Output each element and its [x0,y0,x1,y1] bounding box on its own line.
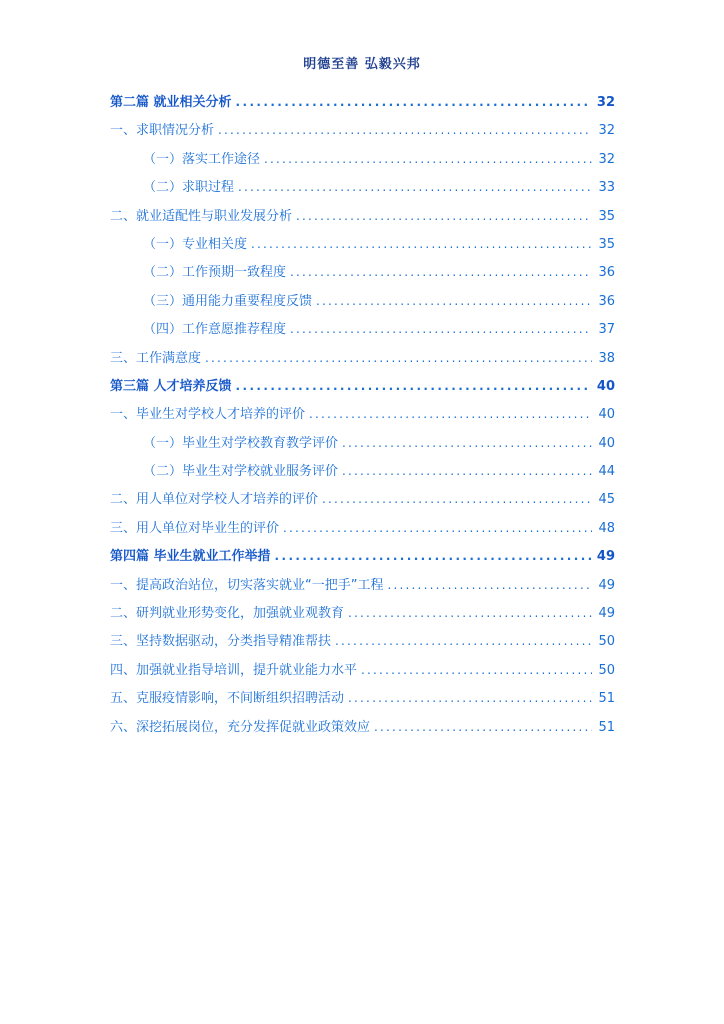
toc-entry-title: 一、毕业生对学校人才培养的评价 [110,407,306,423]
toc-entry-title: 第四篇 毕业生就业工作举措 [110,549,271,565]
toc-page-number: 36 [598,293,615,309]
toc-dot-leader [322,485,592,513]
toc-page-number: 50 [598,634,615,650]
toc-chapter-entry[interactable] [110,485,615,513]
toc-entry-title: （四）工作意愿推荐程度 [143,322,287,338]
toc-section-entry[interactable] [110,258,615,286]
toc-entry-title: 五、克服疫情影响，不间断组织招聘活动 [110,691,345,707]
toc-entry-title: 二、研判就业形势变化，加强就业观教育 [110,606,345,622]
toc-page-number: 32 [596,95,615,110]
toc-part-entry[interactable] [110,372,615,400]
toc-section-entry[interactable] [110,287,615,315]
toc-dot-leader [238,173,592,201]
toc-page-number: 51 [598,719,615,735]
toc-page-number: 37 [598,322,615,338]
toc-page-number: 36 [598,265,615,281]
toc-dot-leader [283,514,592,542]
toc-page-number: 40 [598,435,615,451]
toc-entry-title: （三）通用能力重要程度反馈 [143,293,313,309]
toc-entry-title: 三、工作满意度 [110,350,202,366]
toc-section-entry[interactable] [110,457,615,485]
toc-page-number: 44 [598,464,615,480]
toc-entry-title: 第三篇 人才培养反馈 [110,378,232,394]
toc-dot-leader [236,372,591,400]
toc-dot-leader [205,344,592,372]
page-header-motto: 明德至善 弘毅兴邦 [303,57,421,72]
toc-dot-leader [342,457,592,485]
toc-dot-leader [218,116,592,144]
toc-entry-title: 二、用人单位对学校人才培养的评价 [110,492,319,508]
toc-page-number: 49 [596,549,615,565]
toc-chapter-entry[interactable] [110,116,615,144]
toc-entry-title: 四、加强就业指导培训，提升就业能力水平 [110,662,358,678]
toc-entry-title: （二）求职过程 [143,180,235,196]
toc-chapter-entry[interactable] [110,400,615,428]
toc-chapter-entry[interactable] [110,713,615,741]
toc-entry-title: （一）毕业生对学校教育教学评价 [143,435,339,451]
toc-page-number: 51 [598,691,615,707]
toc-page-number: 38 [598,350,615,366]
toc-page-number: 48 [598,520,615,536]
toc-page-number: 49 [598,577,615,593]
toc-page-number: 35 [598,236,615,252]
toc-entry-title: 二、就业适配性与职业发展分析 [110,208,293,224]
toc-entry-title: 一、提高政治站位，切实落实就业“一把手”工程 [110,577,384,593]
toc-section-entry[interactable] [110,429,615,457]
toc-dot-leader [264,145,592,173]
toc-chapter-entry[interactable] [110,571,615,599]
toc-section-entry[interactable] [110,315,615,343]
toc-part-entry[interactable] [110,88,615,116]
toc-dot-leader [374,713,592,741]
toc-dot-leader [316,287,592,315]
toc-dot-leader [290,258,592,286]
toc-chapter-entry[interactable] [110,656,615,684]
toc-page-number: 45 [598,492,615,508]
toc-dot-leader [290,315,592,343]
toc-dot-leader [236,88,591,116]
toc-entry-title: 六、深挖拓展岗位，充分发挥促就业政策效应 [110,719,371,735]
toc-dot-leader [348,684,592,712]
toc-entry-title: 一、求职情况分析 [110,123,215,139]
toc-section-entry[interactable] [110,145,615,173]
toc-dot-leader [275,542,591,570]
toc-page-number: 49 [598,606,615,622]
toc-section-entry[interactable] [110,230,615,258]
toc-entry-title: （一）专业相关度 [143,236,248,252]
toc-entry-title: 三、用人单位对毕业生的评价 [110,520,280,536]
toc-entry-title: （一）落实工作途径 [143,151,261,167]
toc-dot-leader [342,429,592,457]
toc-entry-title: 第二篇 就业相关分析 [110,95,232,110]
toc-entry-title: 三、坚持数据驱动，分类指导精准帮扶 [110,634,332,650]
toc-chapter-entry[interactable] [110,344,615,372]
toc-chapter-entry[interactable] [110,684,615,712]
toc-dot-leader [348,599,592,627]
toc-chapter-entry[interactable] [110,627,615,655]
toc-dot-leader [335,627,592,655]
toc-chapter-entry[interactable] [110,202,615,230]
toc-chapter-entry[interactable] [110,514,615,542]
toc-chapter-entry[interactable] [110,599,615,627]
toc-dot-leader [251,230,592,258]
toc-page-number: 50 [598,662,615,678]
toc-part-entry[interactable] [110,542,615,570]
toc-section-entry[interactable] [110,173,615,201]
toc-dot-leader [387,571,592,599]
toc-page-number: 40 [598,407,615,423]
toc-entry-title: （二）工作预期一致程度 [143,265,287,281]
toc-page-number: 32 [598,123,615,139]
toc-page-number: 32 [598,151,615,167]
toc-dot-leader [296,202,592,230]
toc-page-number: 33 [598,180,615,196]
toc-entry-title: （二）毕业生对学校就业服务评价 [143,464,339,480]
toc-page-number: 35 [598,208,615,224]
toc-page-number: 40 [596,378,615,394]
toc-dot-leader [361,656,592,684]
toc-dot-leader [309,400,592,428]
table-of-contents [110,88,615,741]
